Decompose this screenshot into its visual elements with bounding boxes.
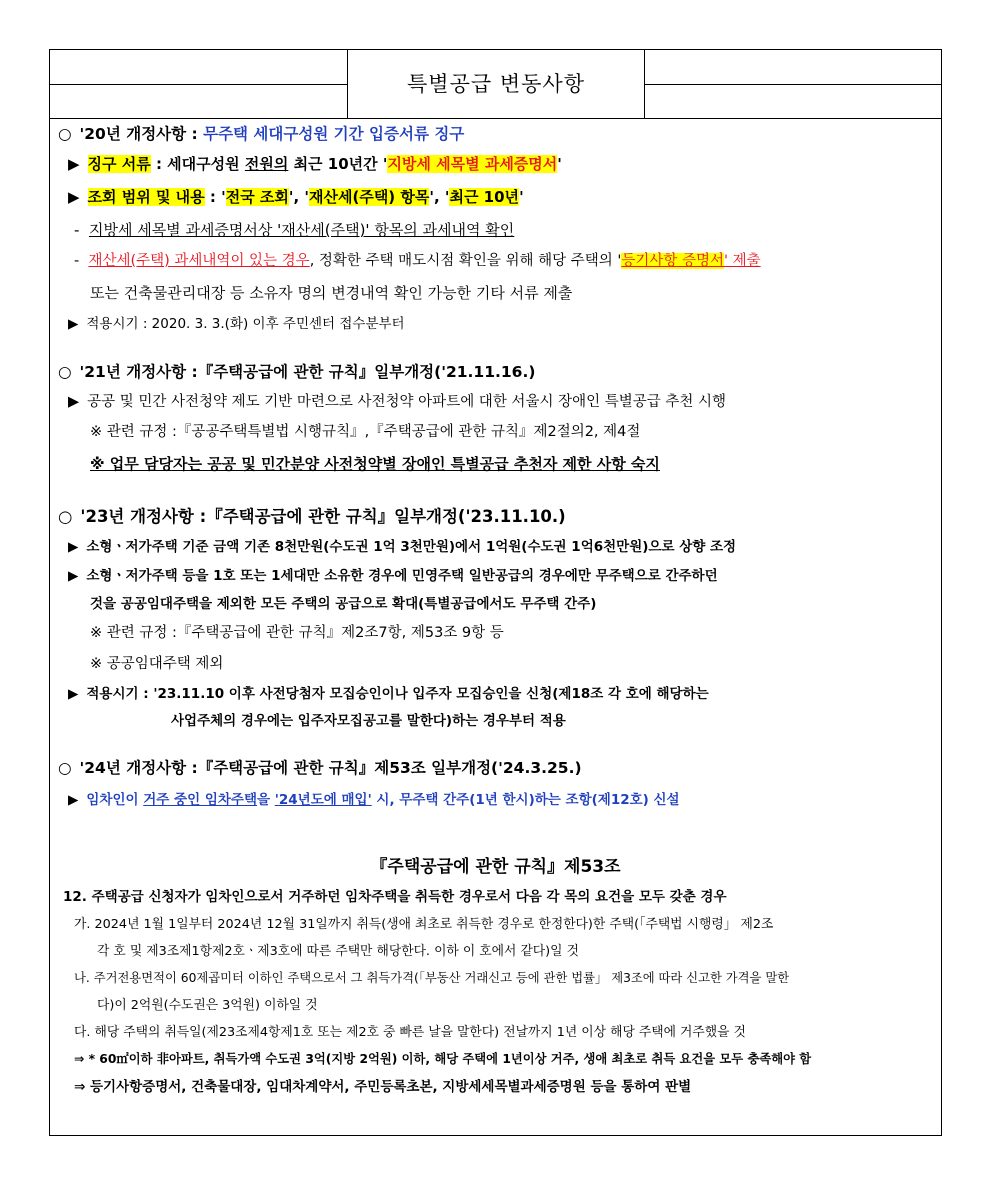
section-2020-effective: ▶ 적용시기 : 2020. 3. 3.(화) 이후 주민센터 접수분부터 — [68, 316, 405, 332]
section-2020-heading: ○ '20년 개정사항 : 무주택 세대구성원 기간 입증서류 징구 — [58, 125, 465, 143]
circle-bullet-icon: ○ — [58, 507, 73, 526]
section-2020-check: - 지방세 세목별 과세증명서상 '재산세(주택)' 항목의 과세내역 확인 — [74, 221, 515, 239]
section-2023-exclusion: ※ 공공임대주택 제외 — [90, 656, 224, 672]
header-left-divider — [50, 84, 348, 85]
triangle-bullet-icon: ▶ — [68, 155, 80, 173]
section-2023-heading: ○ '23년 개정사항 :『주택공급에 관한 규칙』일부개정('23.11.10.) — [58, 507, 566, 526]
page-title: 특별공급 변동사항 — [407, 72, 585, 96]
header-box — [50, 50, 941, 118]
triangle-bullet-icon: ▶ — [68, 188, 80, 206]
section-2020-submit: - 재산세(주택) 과세내역이 있는 경우, 정확한 주택 매도시점 확인을 위해 해당 주택의 '등기사항 증명서' 제출 — [74, 253, 761, 269]
document-frame — [49, 49, 942, 1136]
circle-bullet-icon: ○ — [58, 125, 72, 143]
section-2023-item2-cont: 것을 공공임대주택을 제외한 모든 주택의 공급으로 확대(특별공급에서도 무주택 간주) — [90, 596, 597, 612]
section-2023-item2: ▶ 소형ㆍ저가주택 등을 1호 또는 1세대만 소유한 경우에 민영주택 일반공급의 경우에만 무주택으로 간주하던 — [68, 568, 718, 584]
rule53-na-line1: 나. 주거전용면적이 60제곱미터 이하인 주택으로서 그 취득가격(「부동산 거래신고 등에 관한 법률」 제3조에 따라 신고한 가격을 말한 — [74, 971, 790, 985]
triangle-bullet-icon: ▶ — [68, 316, 79, 332]
section-2021-regulation: ※ 관련 규정 :『공공주택특별법 시행규칙』,『주택공급에 관한 규칙』제2절의2, 제4절 — [90, 424, 641, 440]
circle-bullet-icon: ○ — [58, 759, 72, 777]
section-2020-docs: ▶ 징구 서류 : 세대구성원 전원의 최근 10년간 '지방세 세목별 과세증명서' — [68, 155, 562, 173]
section-2023-effective: ▶ 적용시기 : '23.11.10 이후 사전당첨자 모집승인이나 입주자 모집승인을 신청(제18조 각 호에 해당하는 — [68, 686, 709, 702]
rule53-na-line2: 다)이 2억원(수도권은 3억원) 이하일 것 — [97, 998, 318, 1013]
header-right-border — [644, 50, 645, 118]
rule53-summary: ⇒ * 60㎡이하 非아파트, 취득가액 수도권 3억(지방 2억원) 이하, 해당 주택에 1년이상 거주, 생애 최초로 취득 요건을 모두 충족해야 함 — [74, 1052, 812, 1066]
section-2020-scope: ▶ 조회 범위 및 내용 : '전국 조회', '재산세(주택) 항목', '최근 10년' — [68, 188, 524, 206]
circle-bullet-icon: ○ — [58, 363, 72, 381]
triangle-bullet-icon: ▶ — [68, 686, 79, 702]
section-2021-item: ▶ 공공 및 민간 사전청약 제도 기반 마련으로 사전청약 아파트에 대한 서울시 장애인 특별공급 추천 시행 — [68, 394, 726, 410]
section-2024-heading: ○ '24년 개정사항 :『주택공급에 관한 규칙』제53조 일부개정('24.3.25.) — [58, 759, 582, 777]
rule53-item12: 12. 주택공급 신청자가 임차인으로서 거주하던 임차주택을 취득한 경우로서 다음 각 목의 요건을 모두 갖춘 경우 — [63, 889, 727, 905]
rule53-ga-line1: 가. 2024년 1월 1일부터 2024년 12월 31일까지 취득(생애 최초로 취득한 경우로 한정한다)한 주택(「주택법 시행령」 제2조 — [74, 917, 774, 932]
section-2020-alt: 또는 건축물관리대장 등 소유자 명의 변경내역 확인 가능한 기타 서류 제출 — [90, 284, 573, 302]
section-2024-item: ▶ 임차인이 거주 중인 임차주택을 '24년도에 매입' 시, 무주택 간주(1년 한시)하는 조항(제12호) 신설 — [68, 792, 680, 808]
triangle-bullet-icon: ▶ — [68, 792, 79, 808]
triangle-bullet-icon: ▶ — [68, 394, 80, 410]
section-2023-item1: ▶ 소형ㆍ저가주택 기준 금액 기존 8천만원(수도권 1억 3천만원)에서 1억원(수도권 1억6천만원)으로 상향 조정 — [68, 539, 737, 555]
header-bottom-border — [50, 118, 941, 119]
header-right-divider — [644, 84, 941, 85]
section-2023-regulation: ※ 관련 규정 :『주택공급에 관한 규칙』제2조7항, 제53조 9항 등 — [90, 625, 504, 641]
rule53-verification: ⇒ 등기사항증명서, 건축물대장, 임대차계약서, 주민등록초본, 지방세세목별과세증명원 등을 통하여 판별 — [74, 1079, 692, 1095]
triangle-bullet-icon: ▶ — [68, 568, 79, 584]
rule53-da: 다. 해당 주택의 취득일(제23조제4항제1호 또는 제2호 중 빠른 날을 말한다) 전날까지 1년 이상 해당 주택에 거주했을 것 — [74, 1025, 746, 1040]
section-2023-effective-cont: 사업주체의 경우에는 입주자모집공고를 말한다)하는 경우부터 적용 — [171, 713, 566, 729]
triangle-bullet-icon: ▶ — [68, 539, 79, 555]
rule53-ga-line2: 각 호 및 제3조제1항제2호ㆍ제3호에 따른 주택만 해당한다. 이하 이 호에서 같다)일 것 — [97, 944, 579, 959]
rule53-title: 『주택공급에 관한 규칙』제53조 — [370, 857, 621, 877]
section-2021-notice: ※ 업무 담당자는 공공 및 민간분양 사전청약별 장애인 특별공급 추천자 제한 사항 숙지 — [90, 455, 660, 473]
section-2021-heading: ○ '21년 개정사항 :『주택공급에 관한 규칙』일부개정('21.11.16.) — [58, 363, 536, 381]
